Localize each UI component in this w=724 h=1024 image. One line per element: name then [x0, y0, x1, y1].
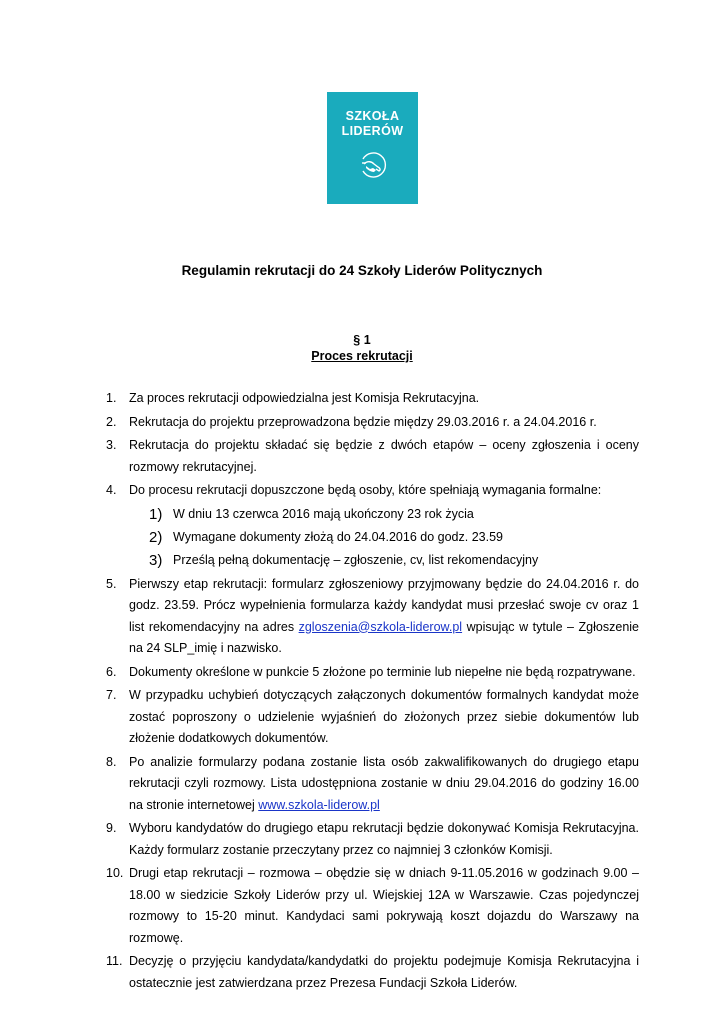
- list-item: [106, 951, 639, 994]
- website-link[interactable]: www.szkola-liderow.pl: [258, 797, 380, 812]
- email-link[interactable]: zgloszenia@szkola-liderow.pl: [298, 619, 463, 634]
- requirement-number: 1): [149, 505, 163, 523]
- item-number: 4.: [106, 483, 117, 497]
- requirement-text: Prześlą pełną dokumentację – zgłoszenie, cv, list rekomendacyjny: [173, 552, 539, 567]
- item-text: Drugi etap rekrutacji – rozmowa – obędzie się w dniach 9-11.05.2016 w godzinach 9.00 – 18.00 w siedzicie Szkoły Liderów przy ul. Wiejskiej 12A w Warszawie. Czas pojedynczej rozmowy to 15-20 minut. Kandydaci sami pokrywają koszt dojazdu do Warszawy na rozmowę.: [129, 866, 639, 945]
- item-number: 1.: [106, 391, 117, 405]
- section-number: § 1: [353, 333, 371, 347]
- item-text-part: Po analizie formularzy podana zostanie lista osób zakwalifikowanych do drugiego etapu rekrutacji czyli rozmowy. Lista udostępniona zostanie w dniu 29.04.2016 do godziny 16.00 na stronie internetowej: [129, 754, 639, 812]
- item-number: 7.: [106, 688, 117, 702]
- requirement-number: 3): [149, 551, 163, 569]
- item-text-part: wpisując w tytule – Zgłoszenie na 24 SLP_imię i nazwisko.: [129, 619, 639, 655]
- requirement-item: [129, 526, 639, 549]
- logo: [327, 92, 418, 204]
- handshake-circle-icon: [357, 150, 389, 180]
- item-text: [129, 752, 639, 817]
- item-text: W przypadku uchybień dotyczących załączonych dokumentów formalnych kandydat może zostać poproszony o udzielenie wyjaśnień do złożonych przez siebie dokumentów lub złożenie dodatkowych dokumentów.: [129, 688, 639, 745]
- list-item: [106, 752, 639, 817]
- item-text: Za proces rekrutacji odpowiedzialna jest Komisja Rekrutacyjna.: [129, 391, 480, 405]
- list-item: [106, 480, 639, 572]
- requirement-item: [129, 549, 639, 572]
- list-item: [106, 662, 639, 684]
- requirements-list: [129, 503, 639, 572]
- item-text-part: Pierwszy etap rekrutacji: formularz zgłoszeniowy przyjmowany będzie do 24.04.2016 r. do godz. 23.59. Prócz wypełnienia formularza każdy kandydat musi przesłać swoje cv oraz 1 list rekomendacyjny na adres: [129, 576, 639, 634]
- list-item: [106, 574, 639, 660]
- item-number: 9.: [106, 821, 117, 835]
- list-item: [106, 412, 639, 434]
- item-text: Decyzję o przyjęciu kandydata/kandydatki do projektu podejmuje Komisja Rekrutacyjna i ostatecznie jest zatwierdzana przez Prezesa Fundacji Szkoła Liderów.: [129, 954, 639, 990]
- item-number: 8.: [106, 754, 117, 769]
- item-number: 5.: [106, 576, 117, 591]
- item-number: 10.: [106, 866, 124, 880]
- requirement-number: 2): [149, 528, 163, 546]
- list-item: [106, 435, 639, 478]
- item-text: Dokumenty określone w punkcie 5 złożone po terminie lub niepełne nie będą rozpatrywane.: [129, 664, 636, 679]
- requirement-item: [129, 503, 639, 526]
- item-text: [129, 574, 639, 660]
- requirement-text: W dniu 13 czerwca 2016 mają ukończony 23 rok życia: [173, 506, 474, 521]
- list-item: [106, 863, 639, 949]
- item-number: 6.: [106, 664, 117, 679]
- item-number: 3.: [106, 438, 117, 452]
- item-text: Rekrutacja do projektu przeprowadzona będzie między 29.03.2016 r. a 24.04.2016 r.: [129, 414, 597, 429]
- item-text: Do procesu rekrutacji dopuszczone będą osoby, które spełniają wymagania formalne:: [129, 483, 602, 497]
- list-item: [106, 388, 639, 410]
- rules-list: [106, 388, 639, 996]
- section-heading: Proces rekrutacji: [311, 349, 413, 363]
- item-text: Rekrutacja do projektu składać się będzie z dwóch etapów – oceny zgłoszenia i oceny rozmowy rekrutacyjnej.: [129, 438, 639, 474]
- item-number: 2.: [106, 414, 117, 429]
- list-item: [106, 685, 639, 750]
- document-title: Regulamin rekrutacji do 24 Szkoły Liderów Politycznych: [181, 263, 543, 278]
- list-item: [106, 818, 639, 861]
- logo-text-line1: SZKOŁA: [345, 109, 400, 123]
- logo-text-line2: LIDERÓW: [341, 124, 404, 138]
- requirement-text: Wymagane dokumenty złożą do 24.04.2016 do godz. 23.59: [173, 529, 503, 544]
- item-number: 11.: [106, 954, 123, 968]
- item-text: Wyboru kandydatów do drugiego etapu rekrutacji będzie dokonywać Komisja Rekrutacyjna. Każdy formularz zostanie przeczytany przez co najmniej 3 członków Komisji.: [129, 821, 639, 857]
